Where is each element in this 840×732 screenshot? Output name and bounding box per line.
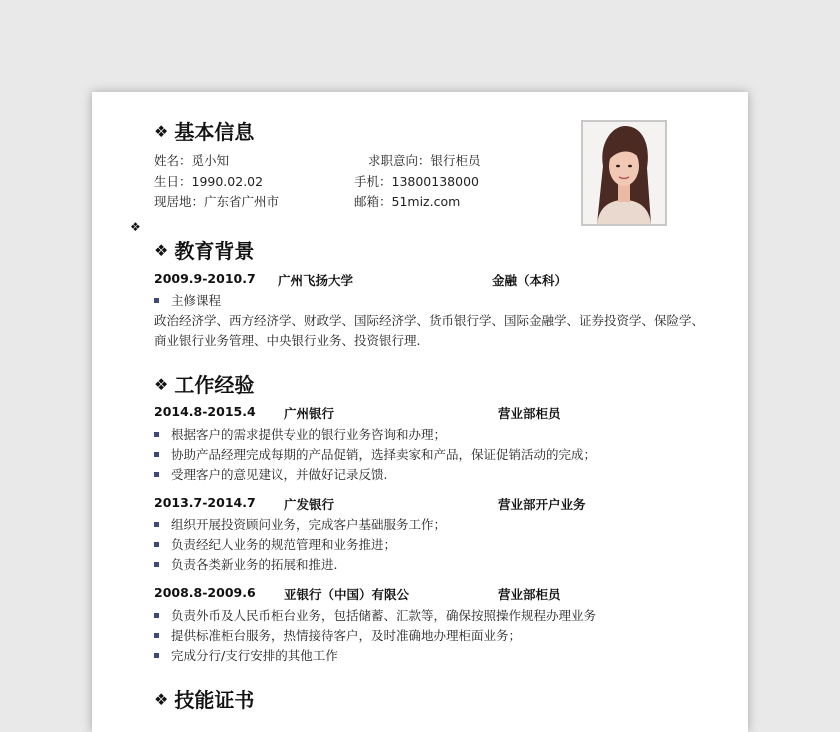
courses-line-1: 政治经济学、西方经济学、财政学、国际经济学、货币银行学、国际金融学、证券投资学、保险学、	[154, 313, 705, 328]
name-field: 姓名：觅小知	[154, 153, 230, 168]
square-bullet-icon	[154, 522, 159, 527]
section-title-skills: ❖ 技能证书	[154, 688, 255, 712]
education-period: 2009.9-2010.7	[154, 271, 256, 286]
courses-line-2: 商业银行业务管理、中央银行业务、投资银行理.	[154, 333, 421, 348]
education-school: 广州飞扬大学	[278, 273, 354, 288]
square-bullet-icon	[154, 633, 159, 638]
square-bullet-icon	[154, 452, 159, 457]
job-period: 2014.8-2015.4	[154, 404, 256, 419]
job-role: 营业部柜员	[498, 406, 561, 421]
location-field: 现居地：广东省广州市	[154, 194, 280, 209]
phone-field: 手机：13800138000	[354, 174, 479, 189]
square-bullet-icon	[154, 653, 159, 658]
education-major: 金融（本科）	[492, 273, 568, 288]
job-duty-item: 完成分行/支行安排的其他工作	[154, 646, 338, 664]
job-duty-item: 提供标准柜台服务，热情接待客户，及时准确地办理柜面业务；	[154, 626, 521, 644]
job-duty-item: 组织开展投资顾问业务，完成客户基础服务工作；	[154, 515, 446, 533]
job-period: 2013.7-2014.7	[154, 495, 256, 510]
square-bullet-icon	[154, 298, 159, 303]
avatar-portrait-icon	[583, 122, 665, 224]
job-duty-item: 协助产品经理完成每期的产品促销，选择卖家和产品，保证促销活动的完成；	[154, 445, 596, 463]
job-company: 亚银行（中国）有限公	[284, 587, 410, 602]
square-bullet-icon	[154, 542, 159, 547]
diamond-icon: ❖	[154, 375, 169, 394]
section-title-work: ❖ 工作经验	[154, 373, 255, 397]
job-company: 广发银行	[284, 497, 335, 512]
square-bullet-icon	[154, 613, 159, 618]
birth-field: 生日：1990.02.02	[154, 174, 264, 189]
job-duty-item: 负责外币及人民币柜台业务，包括储蓄、汇款等，确保按照操作规程办理业务	[154, 606, 596, 624]
job-duty-item: 负责经纪人业务的规范管理和业务推进；	[154, 535, 396, 553]
profile-photo	[581, 120, 667, 226]
diamond-icon: ❖	[154, 690, 169, 709]
resume-page	[92, 92, 748, 732]
square-bullet-icon	[154, 432, 159, 437]
job-role: 营业部柜员	[498, 587, 561, 602]
email-field: 邮箱：51miz.com	[354, 194, 461, 209]
intent-field: 求职意向：银行柜员	[368, 153, 481, 168]
course-label-item: 主修课程	[154, 291, 221, 309]
job-duty-item: 受理客户的意见建议，并做好记录反馈.	[154, 465, 387, 483]
job-duty-item: 根据客户的需求提供专业的银行业务咨询和办理；	[154, 425, 446, 443]
stray-diamond-icon: ❖	[130, 220, 141, 234]
job-company: 广州银行	[284, 406, 335, 421]
square-bullet-icon	[154, 472, 159, 477]
job-duty-item: 负责各类新业务的拓展和推进.	[154, 555, 337, 573]
job-period: 2008.8-2009.6	[154, 585, 256, 600]
section-title-education: ❖ 教育背景	[154, 239, 255, 263]
diamond-icon: ❖	[154, 122, 169, 141]
diamond-icon: ❖	[154, 241, 169, 260]
section-title-basic: ❖ 基本信息	[154, 120, 255, 144]
square-bullet-icon	[154, 562, 159, 567]
job-role: 营业部开户业务	[498, 497, 586, 512]
